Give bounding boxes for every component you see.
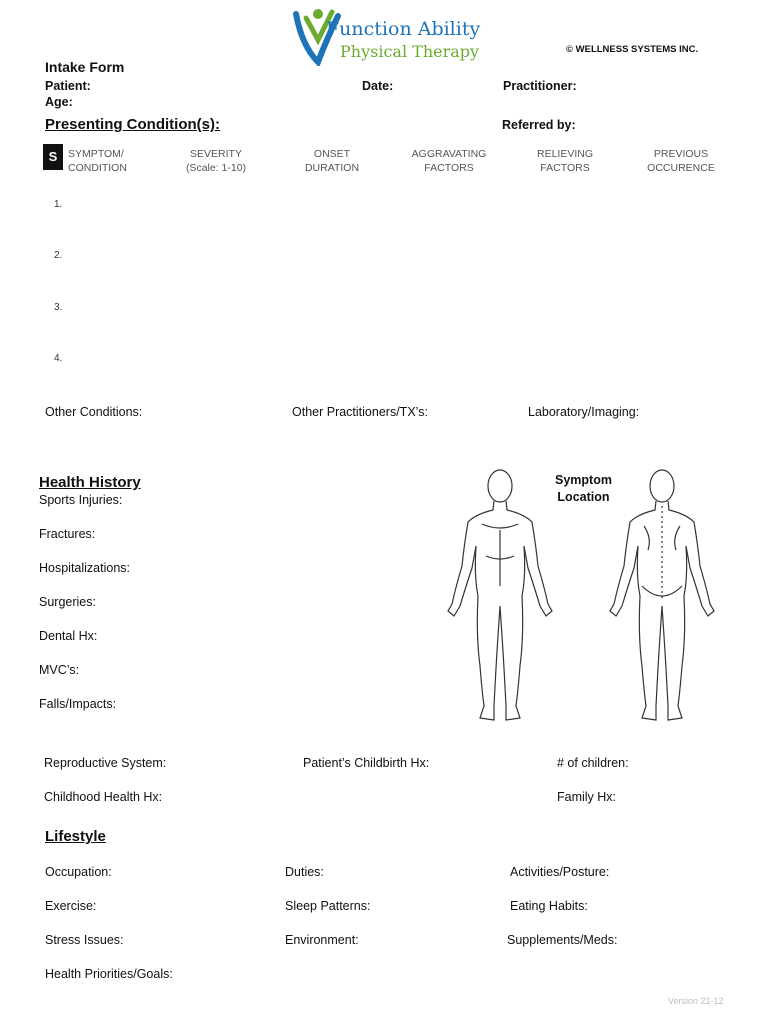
col-header-symptom — [68, 147, 138, 175]
col-header-aggravating — [404, 147, 494, 175]
col-header-previous-l2: OCCURENCE — [647, 162, 715, 174]
logo — [292, 6, 482, 68]
table-row[interactable]: 3. — [54, 302, 63, 313]
col-header-relieving-l2: FACTORS — [540, 162, 590, 174]
lifestyle-title: Lifestyle — [45, 828, 106, 845]
lab-imaging-label: Laboratory/Imaging: — [528, 405, 640, 419]
logo-line-1: Function Ability — [326, 18, 481, 40]
goals-label: Health Priorities/Goals: — [45, 967, 173, 981]
copyright: © WELLNESS SYSTEMS INC. — [566, 44, 699, 55]
eating-label: Eating Habits: — [510, 899, 588, 913]
table-row[interactable]: 1. — [54, 199, 63, 210]
col-header-relieving — [520, 147, 610, 175]
sleep-label: Sleep Patterns: — [285, 899, 371, 913]
supplements-label: Supplements/Meds: — [507, 933, 618, 947]
logo-line-2: Physical Therapy — [340, 42, 480, 61]
childhood-label: Childhood Health Hx: — [44, 790, 163, 804]
symptom-location-l2: Location — [557, 490, 610, 504]
symptom-location-l1: Symptom — [555, 473, 612, 487]
table-marker — [43, 144, 63, 170]
sports-injuries-label: Sports Injuries: — [39, 493, 123, 507]
environment-label: Environment: — [285, 933, 359, 947]
other-conditions-label: Other Conditions: — [45, 405, 143, 419]
duties-label: Duties: — [285, 865, 324, 879]
surgeries-label: Surgeries: — [39, 595, 96, 609]
table-marker-text: S — [48, 149, 58, 164]
body-back-icon[interactable] — [602, 466, 722, 726]
form-title: Intake Form — [45, 59, 125, 75]
col-header-previous — [636, 147, 726, 175]
dental-hx-label: Dental Hx: — [39, 629, 98, 643]
other-practitioners-label: Other Practitioners/TX’s: — [292, 405, 428, 419]
stress-label: Stress Issues: — [45, 933, 124, 947]
occupation-label: Occupation: — [45, 865, 112, 879]
health-history-title: Health History — [39, 474, 141, 491]
body-front-icon[interactable] — [440, 466, 560, 726]
presenting-title: Presenting Condition(s): — [45, 116, 220, 133]
col-header-previous-l1: PREVIOUS — [653, 148, 709, 160]
falls-impacts-label: Falls/Impacts: — [39, 697, 117, 711]
exercise-label: Exercise: — [45, 899, 97, 913]
col-header-onset-l2: DURATION — [304, 162, 360, 174]
table-row[interactable]: 2. — [54, 250, 63, 261]
family-label: Family Hx: — [557, 790, 617, 804]
col-header-symptom-l1: SYMPTOM/ — [68, 148, 124, 160]
col-header-onset — [292, 147, 372, 175]
childbirth-label: Patient’s Childbirth Hx: — [303, 756, 430, 770]
children-label: # of children: — [557, 756, 629, 770]
col-header-relieving-l1: RELIEVING — [536, 148, 594, 160]
patient-label: Patient: — [45, 79, 91, 93]
col-header-severity — [176, 147, 256, 175]
activities-label: Activities/Posture: — [510, 865, 610, 879]
reproductive-label: Reproductive System: — [44, 756, 167, 770]
hospitalizations-label: Hospitalizations: — [39, 561, 131, 575]
col-header-aggravating-l1: AGGRAVATING — [411, 148, 487, 160]
col-header-severity-l1: SEVERITY — [190, 148, 242, 160]
table-row[interactable]: 4. — [54, 353, 63, 364]
col-header-onset-l1: ONSET — [313, 148, 351, 160]
version-text: Version 21-12 — [668, 996, 724, 1006]
col-header-symptom-l2: CONDITION — [68, 162, 127, 174]
col-header-aggravating-l2: FACTORS — [424, 162, 474, 174]
practitioner-label: Practitioner: — [503, 79, 577, 93]
date-label: Date: — [362, 79, 394, 93]
mvcs-label: MVC’s: — [39, 663, 80, 677]
referred-label: Referred by: — [502, 118, 576, 132]
col-header-severity-l2: (Scale: 1-10) — [185, 162, 247, 174]
fractures-label: Fractures: — [39, 527, 96, 541]
age-label: Age: — [45, 95, 73, 109]
